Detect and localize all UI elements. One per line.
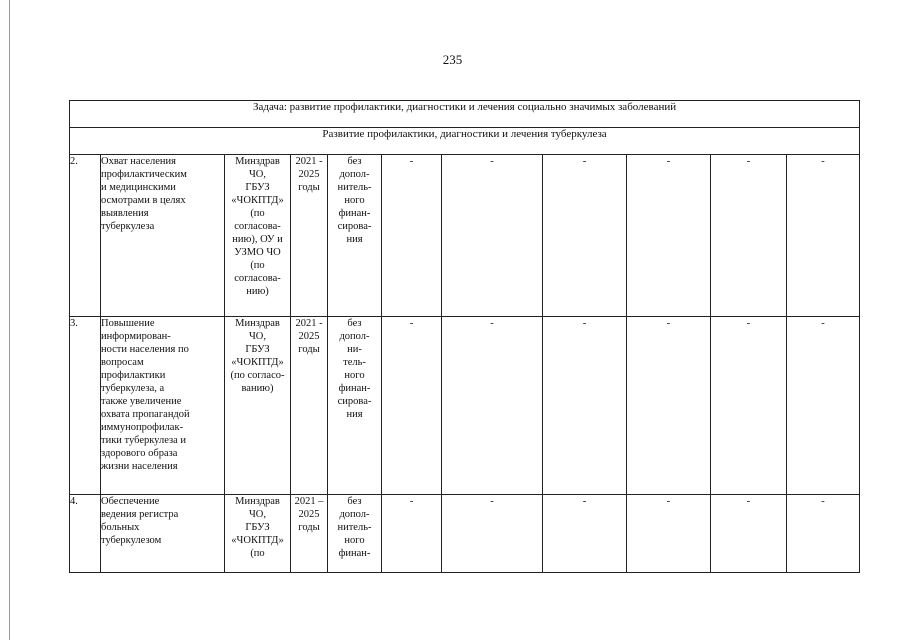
- cell-text-line: сирова-: [337, 396, 372, 407]
- cell-text-line: профилактическим: [101, 169, 187, 180]
- cell-text-line: нитель-: [337, 182, 372, 193]
- cell-text-line: финан-: [338, 208, 371, 219]
- cell-text-line: тики туберкулеза и: [101, 435, 187, 446]
- cell-text-line: туберкулеза: [101, 221, 155, 232]
- cell-text-line: также увеличение: [101, 396, 182, 407]
- row-number: 2.: [70, 155, 101, 317]
- cell-text-line: ЧО,: [248, 509, 267, 520]
- cell-text-line: УЗМО ЧО: [234, 247, 281, 258]
- cell-text-line: туберкулеза, а: [101, 383, 165, 394]
- executor: [225, 155, 291, 317]
- financing-source: [328, 495, 382, 573]
- financing-source: [328, 317, 382, 495]
- funding-value: -: [442, 155, 543, 317]
- cell-text-line: (по: [250, 548, 265, 559]
- cell-text-line: сирова-: [337, 221, 372, 232]
- cell-text-line: 2025: [298, 331, 320, 342]
- funding-value: -: [442, 495, 543, 573]
- funding-value: -: [442, 317, 543, 495]
- cell-text-line: нитель-: [337, 522, 372, 533]
- scan-edge-line: [9, 0, 10, 640]
- cell-text-line: нию), ОУ и: [232, 234, 283, 245]
- executor: [225, 317, 291, 495]
- cell-text-line: согласова-: [234, 221, 281, 232]
- cell-text-line: ГБУЗ: [245, 522, 270, 533]
- cell-text-line: вопросам: [101, 357, 144, 368]
- funding-value: -: [787, 155, 860, 317]
- funding-value: -: [627, 495, 711, 573]
- cell-text-line: ния: [346, 234, 363, 245]
- cell-text-line: ного: [344, 370, 365, 381]
- funding-value: -: [711, 317, 787, 495]
- table-row: [70, 155, 860, 317]
- funding-value: -: [382, 155, 442, 317]
- cell-text-line: ГБУЗ: [245, 182, 270, 193]
- cell-text-line: без: [347, 156, 362, 167]
- implementation-period: [291, 495, 328, 573]
- cell-text-line: и медицинскими: [101, 182, 176, 193]
- cell-text-line: допол-: [339, 331, 370, 342]
- cell-text-line: Минздрав: [235, 318, 280, 329]
- cell-text-line: «ЧОКПТД»: [231, 357, 284, 368]
- cell-text-line: Обеспечение: [101, 496, 160, 507]
- funding-value: -: [711, 495, 787, 573]
- cell-text-line: ния: [346, 409, 363, 420]
- cell-text-line: выявления: [101, 208, 149, 219]
- cell-text-line: Минздрав: [235, 156, 280, 167]
- cell-text-line: ЧО,: [248, 331, 267, 342]
- implementation-period: [291, 317, 328, 495]
- cell-text-line: ного: [344, 195, 365, 206]
- cell-text-line: информирован-: [101, 331, 171, 342]
- cell-text-line: охвата пропагандой: [101, 409, 190, 420]
- measure-name: [101, 495, 225, 573]
- table-row: [70, 317, 860, 495]
- cell-text-line: здорового образа: [101, 448, 178, 459]
- funding-value: -: [543, 495, 627, 573]
- funding-value: -: [543, 155, 627, 317]
- cell-text-line: 2021 -: [295, 318, 323, 329]
- cell-text-line: (по: [250, 260, 265, 271]
- funding-value: -: [382, 495, 442, 573]
- cell-text-line: нию): [246, 286, 269, 297]
- cell-text-line: годы: [298, 344, 320, 355]
- funding-value: -: [787, 495, 860, 573]
- cell-text-line: финан-: [338, 383, 371, 394]
- table-row: [70, 495, 860, 573]
- funding-value: -: [382, 317, 442, 495]
- cell-text-line: без: [347, 318, 362, 329]
- cell-text-line: без: [347, 496, 362, 507]
- cell-text-line: ности населения по: [101, 344, 189, 355]
- funding-value: -: [627, 155, 711, 317]
- cell-text-line: 2021 -: [295, 156, 323, 167]
- funding-value: -: [787, 317, 860, 495]
- cell-text-line: 2021 –: [294, 496, 324, 507]
- implementation-period: [291, 155, 328, 317]
- cell-text-line: жизни населения: [101, 461, 178, 472]
- cell-text-line: профилактики: [101, 370, 166, 381]
- cell-text-line: осмотрами в целях: [101, 195, 186, 206]
- measure-name: [101, 155, 225, 317]
- section-header: Развитие профилактики, диагностики и лечения туберкулеза: [70, 128, 860, 155]
- cell-text-line: годы: [298, 182, 320, 193]
- cell-text-line: Повышение: [101, 318, 155, 329]
- cell-text-line: больных: [101, 522, 140, 533]
- executor: [225, 495, 291, 573]
- funding-value: -: [711, 155, 787, 317]
- table-body: [70, 155, 860, 573]
- page-number: 235: [442, 52, 463, 67]
- cell-text-line: допол-: [339, 169, 370, 180]
- cell-text-line: ГБУЗ: [245, 344, 270, 355]
- funding-value: -: [627, 317, 711, 495]
- cell-text-line: (по: [250, 208, 265, 219]
- cell-text-line: согласова-: [234, 273, 281, 284]
- cell-text-line: иммунопрофилак-: [101, 422, 184, 433]
- funding-value: -: [543, 317, 627, 495]
- row-number: 4.: [70, 495, 101, 573]
- cell-text-line: финан-: [338, 548, 371, 559]
- cell-text-line: 2025: [298, 169, 320, 180]
- cell-text-line: тель-: [343, 357, 366, 368]
- cell-text-line: ЧО,: [248, 169, 267, 180]
- cell-text-line: ведения регистра: [101, 509, 179, 520]
- cell-text-line: ванию): [241, 383, 274, 394]
- cell-text-line: годы: [298, 522, 320, 533]
- task-header: Задача: развитие профилактики, диагностики и лечения социально значимых заболеваний: [70, 101, 860, 128]
- cell-text-line: допол-: [339, 509, 370, 520]
- cell-text-line: «ЧОКПТД»: [231, 195, 284, 206]
- cell-text-line: ного: [344, 535, 365, 546]
- financing-source: [328, 155, 382, 317]
- cell-text-line: «ЧОКПТД»: [231, 535, 284, 546]
- cell-text-line: 2025: [298, 509, 320, 520]
- cell-text-line: (по согласо-: [230, 370, 285, 381]
- cell-text-line: ни-: [347, 344, 362, 355]
- cell-text-line: Охват населения: [101, 156, 176, 167]
- row-number: 3.: [70, 317, 101, 495]
- measure-name: [101, 317, 225, 495]
- cell-text-line: туберкулезом: [101, 535, 162, 546]
- cell-text-line: Минздрав: [235, 496, 280, 507]
- program-table: [69, 100, 860, 573]
